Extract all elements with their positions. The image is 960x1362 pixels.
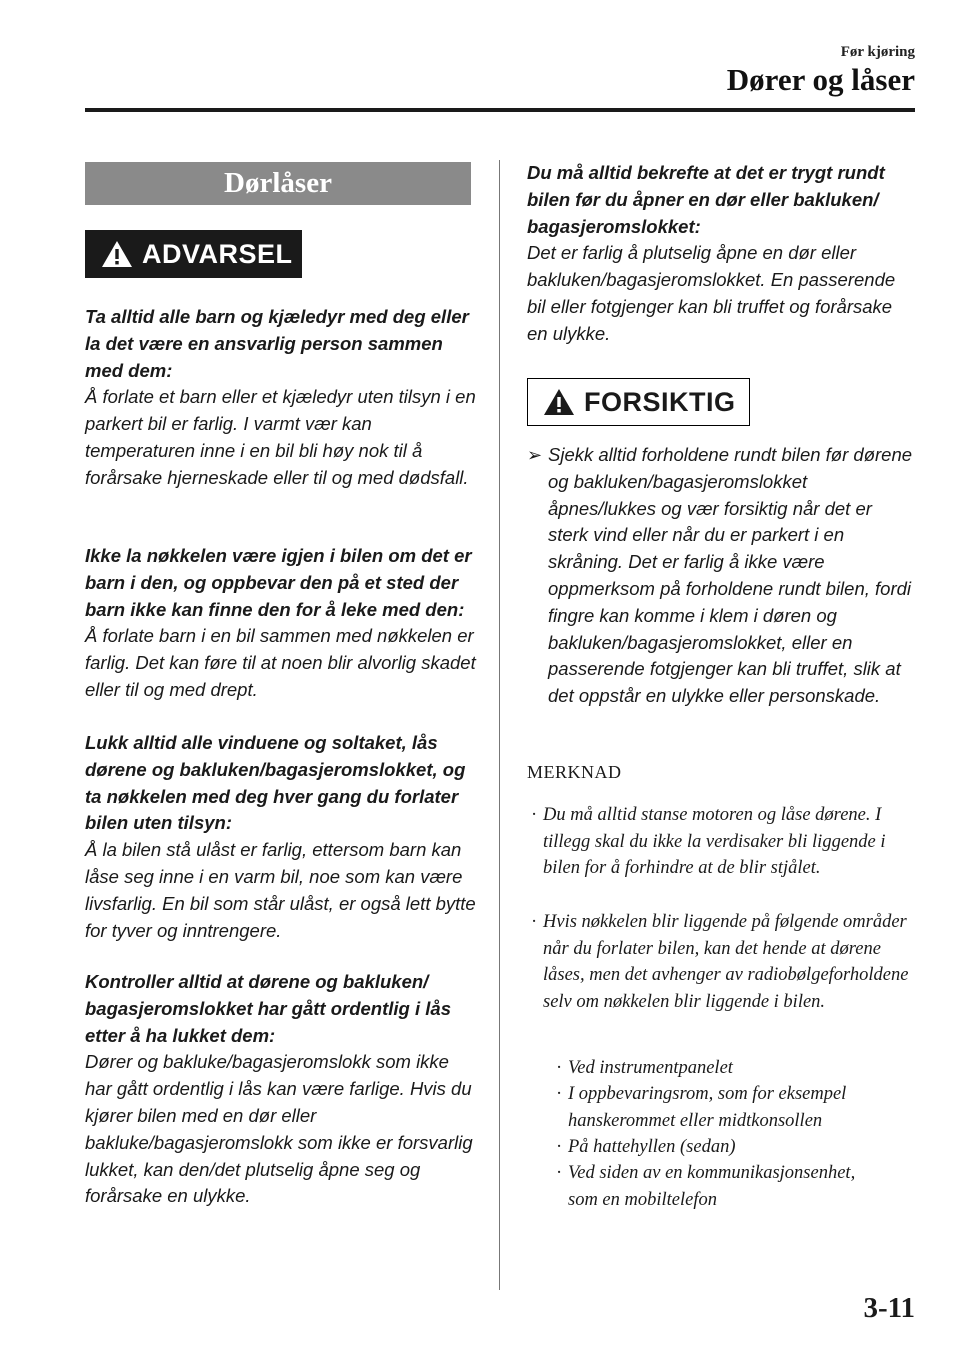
warning-heading: Kontroller alltid at dørene og bakluken/ bagasjeromslokket har gått ordentlig i lås etter å ha lukket dem: — [85, 971, 451, 1046]
header-rule — [85, 108, 915, 112]
header-title: Dører og låser — [726, 62, 915, 97]
caution-icon — [542, 387, 576, 417]
warning-paragraph — [85, 304, 480, 492]
page-number: 3-11 — [863, 1292, 915, 1324]
bullet-icon: · — [556, 1058, 563, 1078]
caution-item — [527, 442, 913, 710]
note-title: MERKNAD — [527, 762, 622, 782]
section-banner: Dørlåser — [85, 162, 471, 205]
warning-label: ADVARSEL — [142, 238, 293, 269]
note-subitem-text: Ved instrumentpanelet — [568, 1058, 733, 1078]
note-subitem-text: I oppbevaringsrom, som for eksempel hanskerommet eller midtkonsollen — [568, 1084, 847, 1131]
note-subitem — [556, 1081, 913, 1134]
warning-paragraph — [85, 969, 480, 1210]
warning-body: Dører og bakluke/bagasjeromslokk som ikke har gått ordentlig i lås kan være farlige. Hvis du kjører bilen med en dør eller bakluke/bagasjeromslokk som ikke er forsvarlig lukket, kan den/det plutselig åpne seg og forårsake en ulykke. — [85, 1051, 473, 1207]
note-subitem — [556, 1055, 913, 1082]
warning-heading: Du må alltid bekrefte at det er trygt rundt bilen før du åpner en dør eller bakluken/ bagasjeromslokket: — [527, 162, 885, 237]
note-item-text: Du må alltid stanse motoren og låse dørene. I tillegg skal du ikke la verdisaker bli liggende i bilen for å forhindre at de blir stjålet. — [543, 805, 886, 878]
bullet-icon: · — [556, 1163, 563, 1183]
caution-box — [527, 378, 750, 426]
arrow-right-icon: ➢ — [527, 445, 543, 465]
warning-box — [85, 230, 302, 278]
warning-body: Å la bilen stå ulåst er farlig, ettersom barn kan låse seg inne i en varm bil, noe som kan være livsfarlig. En bil som står ulåst, er også lett bytte for tyver og inntrengere. — [85, 839, 476, 941]
warning-body: Å forlate et barn eller et kjæledyr uten tilsyn i en parkert bil er farlig. I varmt vær kan temperaturen inne i en bil bli høy nok til å forårsake hjerneskade eller til og med dødsfall. — [85, 386, 476, 488]
warning-paragraph — [85, 543, 480, 704]
bullet-icon: · — [556, 1137, 563, 1157]
warning-heading: Ikke la nøkkelen være igjen i bilen om det er barn i den, og oppbevar den på et sted der barn ikke kan finne den for å leke med den: — [85, 545, 472, 620]
warning-body: Det er farlig å plutselig åpne en dør eller bakluken/bagasjeromslokket. En passerende bil eller fotgjenger kan bli truffet og forårsake en ulykke. — [527, 242, 896, 344]
bullet-icon: · — [531, 912, 538, 932]
warning-heading: Ta alltid alle barn og kjæledyr med deg eller la det være en ansvarlig person sammen med dem: — [85, 306, 469, 381]
column-divider — [499, 160, 500, 1290]
note-item — [531, 802, 915, 882]
bullet-icon: · — [531, 805, 538, 825]
header-section: Før kjøring — [840, 44, 915, 60]
warning-paragraph — [85, 730, 480, 944]
warning-body: Å forlate barn i en bil sammen med nøkkelen er farlig. Det kan føre til at noen blir alvorlig skadet eller til og med drept. — [85, 625, 476, 700]
note-item-text: Hvis nøkkelen blir liggende på følgende områder når du forlater bilen, kan det hende at dørene låses, men det avhenger av radiobølgeforholdene selv om nøkkelen blir liggende i bilen. — [543, 912, 909, 1012]
caution-label: FORSIKTIG — [584, 386, 736, 417]
warning-paragraph — [527, 160, 917, 348]
note-subitem — [556, 1134, 913, 1161]
warning-icon — [100, 239, 134, 269]
note-subitem-text: På hattehyllen (sedan) — [568, 1137, 736, 1157]
warning-heading: Lukk alltid alle vinduene og soltaket, lås dørene og bakluken/bagasjeromslokket, og ta nøkkelen med deg hver gang du forlater bilen uten tilsyn: — [85, 732, 466, 834]
bullet-icon: · — [556, 1084, 563, 1104]
caution-item-text: Sjekk alltid forholdene rundt bilen før dørene og bakluken/bagasjeromslokket åpnes/lukkes og vær forsiktig når det er sterk vind eller når du er parkert i en skråning. Det er farlig å ikke være oppmerksom på forholdene rundt bilen, fordi fingre kan komme i klem i døren og bakluken/bagasjeromslokket, eller en passerende fotgjenger kan bli truffet, slik at det oppstår en ulykke eller personskade. — [548, 444, 913, 707]
note-subitem — [556, 1160, 868, 1213]
note-item — [531, 909, 915, 1015]
note-subitem-text: Ved siden av en kommunikasjonsenhet, som en mobiltelefon — [568, 1163, 856, 1210]
